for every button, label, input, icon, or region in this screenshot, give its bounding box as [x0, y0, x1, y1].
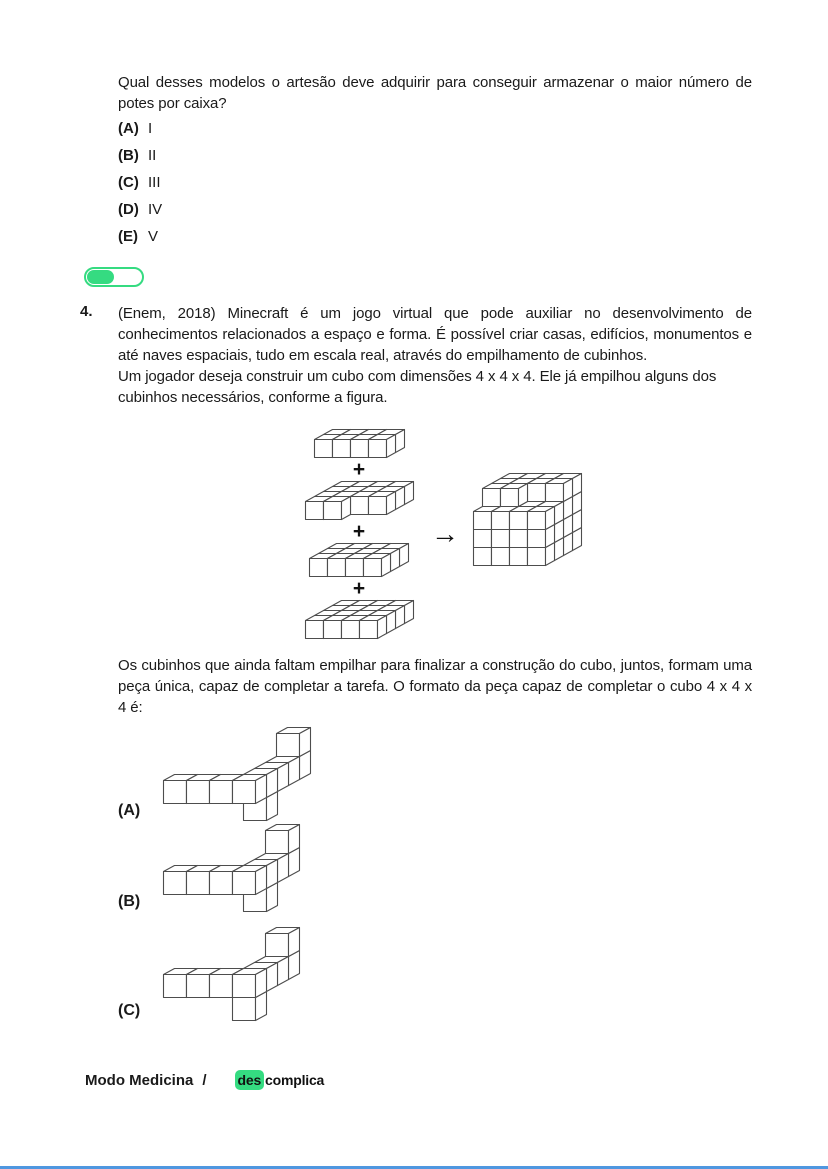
plus-sign: +: [352, 520, 366, 543]
brand-des-tag: des: [235, 1070, 265, 1090]
answer-option-a: [118, 726, 312, 822]
option-b-piece-image: [162, 823, 301, 913]
layer-plate-3-image: [308, 542, 410, 578]
answer-toggle[interactable]: [84, 267, 144, 287]
cube-layers-figure: [300, 428, 583, 640]
option-letter: (E): [118, 228, 138, 245]
option-letter: (A): [118, 120, 139, 137]
option-value: I: [148, 120, 153, 137]
option-a-piece-image: [162, 726, 312, 822]
arrow-right-icon: →: [431, 518, 459, 549]
option-value: V: [148, 228, 159, 245]
question3-prompt: Qual desses modelos o artesão deve adquirir para conseguir armazenar o maior número de potes por caixa?: [118, 74, 752, 112]
layer-plate-1-image: [313, 428, 406, 459]
option-row-b: [118, 142, 418, 169]
question4-text: [118, 303, 752, 408]
assembled-cube-image: [472, 472, 583, 567]
option-row-e: [118, 223, 418, 250]
option-a-label: (A): [118, 802, 141, 819]
layer-plate-2-image: [304, 480, 415, 521]
option-b-label: (B): [118, 893, 141, 910]
option-letter: (B): [118, 147, 139, 164]
toggle-knob-icon: [87, 270, 114, 284]
option-row-a: [118, 115, 418, 142]
option-value: III: [148, 174, 161, 191]
question4-number: 4.: [80, 303, 93, 320]
question4-paragraph-2: Um jogador deseja construir um cubo com dimensões 4 x 4 x 4. Ele já empilhou alguns dos cubinhos necessários, conforme a figura.: [118, 368, 717, 406]
option-value: II: [148, 147, 157, 164]
layer-stack: [300, 428, 418, 640]
option-row-d: [118, 196, 418, 223]
answer-option-b: [118, 823, 301, 913]
question4-paragraph-3: Os cubinhos que ainda faltam empilhar para finalizar a construção do cubo, juntos, formam uma peça única, capaz de completar a tarefa. O formato da peça capaz de completar o cubo 4 x 4 x 4 é:: [118, 657, 752, 716]
mode-label: Modo Medicina: [85, 1071, 194, 1089]
option-value: IV: [148, 201, 163, 218]
plus-sign: +: [352, 577, 366, 600]
option-letter: (C): [118, 174, 139, 191]
layer-plate-4-image: [304, 599, 415, 640]
question4-paragraph-1: (Enem, 2018) Minecraft é um jogo virtual que pode auxiliar no desenvolvimento de conhecimentos relacionados a espaço e forma. É possível criar casas, edifícios, monumentos e até naves espaciais, tudo em escala real, através do empilhamento de cubinhos.: [118, 305, 752, 364]
option-c-label: (C): [118, 1002, 141, 1019]
option-letter: (D): [118, 201, 139, 218]
brand-complica: complica: [265, 1072, 325, 1088]
slash-separator: /: [202, 1071, 207, 1089]
plus-sign: +: [352, 458, 366, 481]
brand-logo: [235, 1070, 325, 1090]
footer: [85, 1070, 324, 1090]
question3-options: [118, 115, 418, 250]
option-c-piece-image: [162, 926, 301, 1022]
answer-option-c: [118, 926, 301, 1022]
option-row-c: [118, 169, 418, 196]
